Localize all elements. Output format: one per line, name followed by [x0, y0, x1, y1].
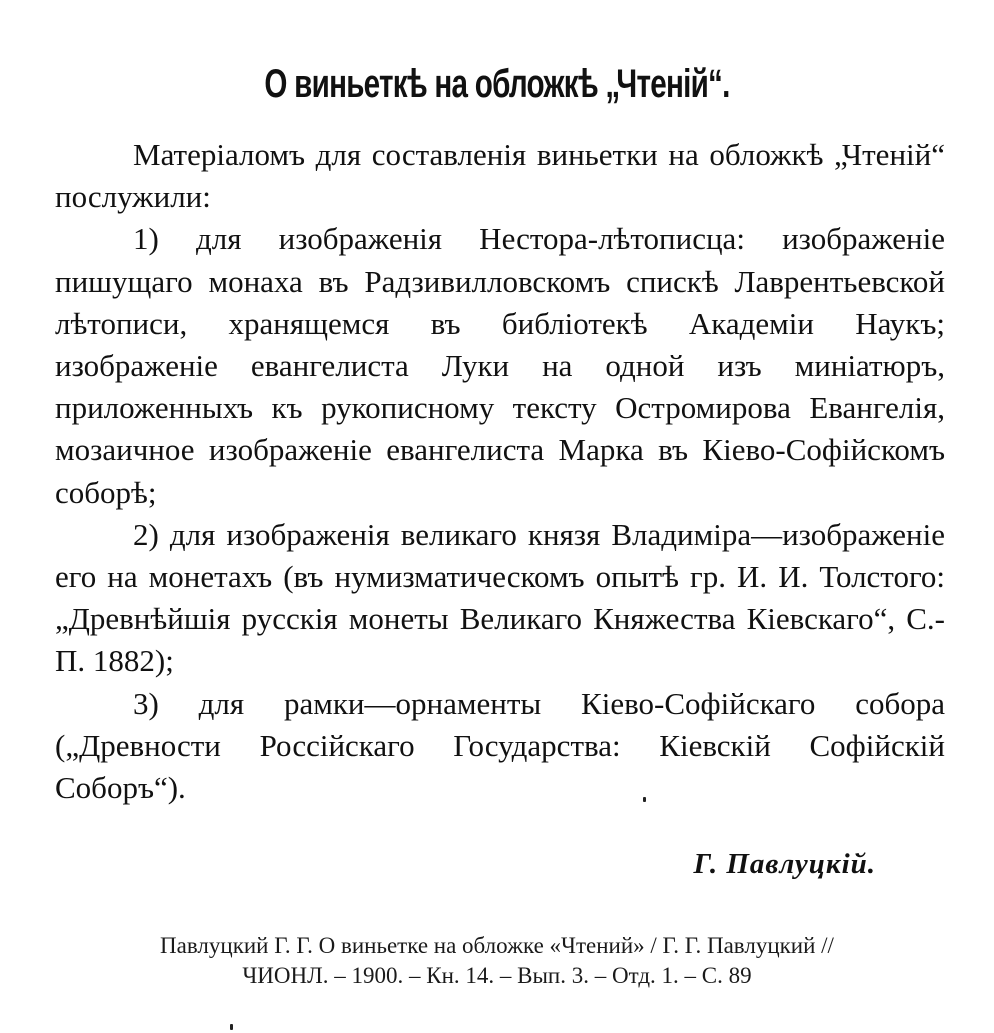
paragraph-item-3: 3) для рамки—орнаменты Кіево-Софійскаго собора („Древности Россійскаго Государства: Кіевскій Софійскій Соборъ“). [55, 685, 945, 806]
paragraph-item-2: 2) для изображенія великаго князя Владиміра—изображеніе его на монетахъ (въ нумизматическомъ опытѣ гр. И. И. Толстого: „Древнѣйшія русскія монеты Великаго Княжества Кіевскаго“, С.-П. 1882); [55, 516, 945, 679]
scan-speck [643, 797, 646, 802]
citation-line-1: Павлуцкий Г. Г. О виньетке на обложке «Чтений» / Г. Г. Павлуцкий // [160, 933, 834, 958]
paragraph-intro: Матеріаломъ для составленія виньетки на обложкѣ „Чтеній“ послужили: [55, 137, 945, 215]
paragraph-item-1: 1) для изображенія Нестора-лѣтописца: изображеніе пишущаго монаха въ Радзивилловскомъ спискѣ Лаврентьевской лѣтописи, хранящемся въ библіотекѣ Академіи Наукъ; изображеніе евангелиста Луки на одной изъ миніатюръ, приложенныхъ къ рукописному тексту Остромирова Евангелія, мозаичное изображеніе евангелиста Марка въ Кіево-Софійскомъ соборѣ; [55, 221, 945, 510]
document-body [55, 134, 945, 809]
citation-line-2: ЧИОНЛ. – 1900. – Кн. 14. – Вып. 3. – Отд. 1. – С. 89 [242, 963, 752, 988]
document-title: О виньеткѣ на обложкѣ „Чтеній“. [264, 62, 730, 106]
bibliographic-citation [0, 931, 994, 991]
scan-speck [230, 1024, 233, 1030]
author-signature: Г. Павлуцкій. [693, 848, 876, 880]
